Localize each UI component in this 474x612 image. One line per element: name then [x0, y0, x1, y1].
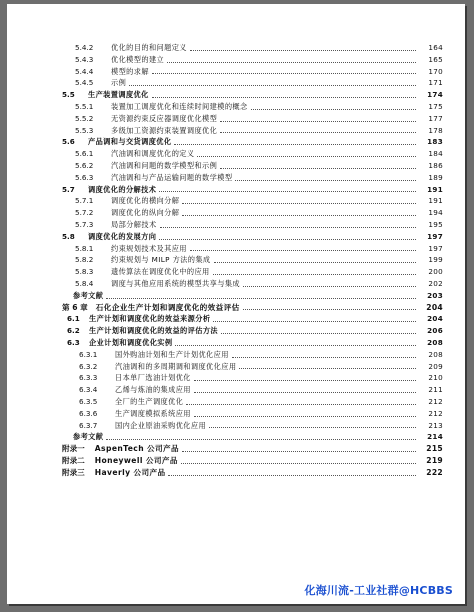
toc-entry-title: 模型的求解 — [111, 66, 149, 76]
toc-entry-title: 国外购油计划和生产计划优化应用 — [115, 349, 229, 359]
dot-leader — [106, 438, 416, 440]
toc-entry-number: 附录三 — [62, 467, 85, 477]
toc-entry-page: 214 — [427, 432, 443, 442]
toc-entry — [7, 396, 465, 408]
dot-leader — [182, 450, 416, 452]
toc-entry — [7, 160, 465, 172]
dot-leader — [243, 308, 416, 310]
toc-entry-page: 199 — [428, 255, 443, 265]
toc-entry-title: Honeywell 公司产品 — [94, 455, 178, 465]
toc-entry-title: AspenTech 公司产品 — [94, 444, 180, 454]
dot-leader — [129, 84, 416, 86]
toc-entry-number: 附录二 — [62, 455, 85, 465]
toc-entry-number: 5.7.3 — [75, 219, 94, 229]
toc-entry-page: 208 — [427, 337, 443, 347]
toc-entry-title: 局部分解技术 — [111, 219, 157, 229]
toc-entry-title: 优化模型的建立 — [111, 54, 165, 64]
toc-entry-title: 生产调度模拟系统应用 — [115, 408, 191, 418]
toc-entry-page: 213 — [428, 420, 443, 430]
toc-entry-page: 194 — [428, 208, 443, 218]
toc-entry — [7, 254, 465, 266]
toc-entry-number: 5.8.2 — [75, 255, 94, 265]
toc-entry — [7, 431, 465, 443]
dot-leader — [174, 143, 416, 145]
toc-entry-title: Haverly 公司产品 — [94, 467, 166, 477]
toc-entry — [7, 172, 465, 184]
watermark: 化海川流-工业社群@HCBBS — [304, 584, 453, 597]
toc-entry-title: 石化企业生产计划和调度优化的效益评估 — [95, 302, 240, 312]
toc-entry — [7, 266, 465, 278]
toc-entry — [7, 361, 465, 373]
toc-entry — [7, 207, 465, 219]
dot-leader — [152, 72, 416, 74]
toc-entry-page: 175 — [428, 101, 443, 111]
toc-entry-number: 6.3.6 — [79, 408, 98, 418]
toc-entry-page: 202 — [428, 278, 443, 288]
toc-entry-number: 6.3 — [67, 337, 80, 347]
toc-entry-page: 212 — [428, 408, 443, 418]
dot-leader — [152, 96, 416, 98]
toc-entry-title: 示例 — [111, 78, 127, 88]
toc-entry-page: 197 — [427, 231, 443, 241]
toc-entry-number: 5.8.1 — [75, 243, 94, 253]
toc-entry-page: 212 — [428, 396, 443, 406]
dot-leader — [221, 332, 416, 334]
toc-entry-number: 5.7 — [62, 184, 75, 194]
toc-entry-title: 无资源约束反应器调度优化模型 — [111, 113, 218, 123]
toc-entry — [7, 219, 465, 231]
toc-entry-title: 乙烯与炼油的集成应用 — [115, 385, 191, 395]
dot-leader — [168, 474, 416, 476]
toc-entry-number: 5.7.2 — [75, 208, 94, 218]
toc-entry-number: 6.3.4 — [79, 385, 98, 395]
toc-entry-page: 208 — [428, 349, 443, 359]
toc-entry-number: 5.5.2 — [75, 113, 94, 123]
toc-entry-number: 6.3.7 — [79, 420, 98, 430]
toc-entry — [7, 231, 465, 243]
toc-entry-number: 5.5.3 — [75, 125, 94, 135]
dot-leader — [220, 131, 416, 133]
toc-entry-page: 206 — [427, 326, 443, 336]
table-of-contents — [7, 42, 465, 478]
dot-leader — [197, 155, 416, 157]
toc-entry-page: 178 — [428, 125, 443, 135]
dot-leader — [181, 462, 416, 464]
toc-entry-page: 177 — [428, 113, 443, 123]
toc-entry-page: 186 — [428, 160, 443, 170]
toc-entry-number: 5.5 — [62, 90, 75, 100]
toc-entry-title: 调度优化的发展方向 — [88, 231, 157, 241]
toc-entry-number: 5.8.3 — [75, 267, 94, 277]
toc-entry — [7, 420, 465, 432]
dot-leader — [190, 49, 416, 51]
toc-entry-number: 5.5.1 — [75, 101, 94, 111]
toc-entry — [7, 443, 465, 455]
dot-leader — [220, 120, 416, 122]
toc-entry — [7, 349, 465, 361]
toc-entry — [7, 408, 465, 420]
toc-entry-page: 174 — [427, 90, 443, 100]
toc-entry-title: 参考文献 — [73, 290, 104, 300]
dot-leader — [251, 108, 416, 110]
toc-entry-page: 184 — [428, 149, 443, 159]
toc-entry-number: 5.6 — [62, 137, 75, 147]
toc-entry-number: 5.4.3 — [75, 54, 94, 64]
toc-entry-title: 遗传算法在调度优化中的应用 — [111, 267, 210, 277]
dot-leader — [194, 415, 416, 417]
toc-entry-title: 产品调和与交货调度优化 — [88, 137, 172, 147]
toc-entry — [7, 290, 465, 302]
toc-entry-page: 219 — [426, 455, 443, 465]
toc-entry-title: 约束规划与 MILP 方法的集成 — [111, 255, 211, 265]
toc-entry-page: 215 — [426, 444, 443, 454]
toc-entry-number: 5.4.4 — [75, 66, 94, 76]
dot-leader — [235, 179, 416, 181]
toc-entry — [7, 77, 465, 89]
toc-entry — [7, 184, 465, 196]
toc-entry-title: 生产计划和调度优化的效益的评估方法 — [89, 326, 218, 336]
toc-entry-title: 调度与其他应用系统的模型共享与集成 — [111, 278, 240, 288]
toc-entry-page: 200 — [428, 267, 443, 277]
toc-entry — [7, 42, 465, 54]
toc-entry-title: 汽油调和的多周期调和调度优化应用 — [115, 361, 237, 371]
toc-entry-number: 附录一 — [62, 444, 85, 454]
toc-entry-number: 5.6.3 — [75, 172, 94, 182]
toc-entry — [7, 195, 465, 207]
dot-leader — [190, 249, 416, 251]
document-page — [7, 4, 465, 604]
toc-entry-number: 6.3.2 — [79, 361, 98, 371]
toc-entry-page: 203 — [427, 290, 443, 300]
toc-entry — [7, 325, 465, 337]
toc-entry — [7, 125, 465, 137]
toc-entry-number: 5.7.1 — [75, 196, 94, 206]
toc-entry — [7, 313, 465, 325]
toc-entry-title: 调度优化的横向分解 — [111, 196, 180, 206]
dot-leader — [159, 190, 416, 192]
toc-entry-number: 6.3.3 — [79, 373, 98, 383]
toc-entry — [7, 136, 465, 148]
toc-entry-page: 191 — [427, 184, 443, 194]
toc-entry — [7, 113, 465, 125]
dot-leader — [232, 356, 416, 358]
toc-entry-number: 5.8.4 — [75, 278, 94, 288]
toc-entry-title: 调度优化的纵向分解 — [111, 208, 180, 218]
toc-entry — [7, 89, 465, 101]
toc-entry-page: 183 — [427, 137, 443, 147]
toc-entry-page: 222 — [426, 467, 443, 477]
toc-entry-number: 5.6.2 — [75, 160, 94, 170]
toc-entry-number: 5.6.1 — [75, 149, 94, 159]
toc-entry-number: 6.1 — [67, 314, 80, 324]
toc-entry-page: 204 — [426, 302, 443, 312]
toc-entry-page: 197 — [428, 243, 443, 253]
toc-entry — [7, 372, 465, 384]
toc-entry-page: 170 — [428, 66, 443, 76]
toc-entry-page: 211 — [428, 385, 443, 395]
toc-entry-number: 5.4.5 — [75, 78, 94, 88]
toc-entry — [7, 455, 465, 467]
dot-leader — [186, 403, 416, 405]
toc-entry-page: 195 — [428, 219, 443, 229]
dot-leader — [220, 167, 416, 169]
toc-entry-title: 优化的目的和问题定义 — [111, 43, 187, 52]
toc-entry-title: 约束规划技术及其应用 — [111, 243, 187, 253]
dot-leader — [243, 285, 416, 287]
toc-entry — [7, 243, 465, 255]
toc-entry — [7, 467, 465, 479]
toc-entry — [7, 148, 465, 160]
toc-entry-page: 191 — [428, 196, 443, 206]
toc-entry-title: 多级加工资源约束装置调度优化 — [111, 125, 218, 135]
toc-entry-title: 汽油调和问题的数学模型和示例 — [111, 160, 218, 170]
dot-leader — [214, 261, 416, 263]
dot-leader — [194, 391, 416, 393]
toc-entry-page: 171 — [428, 78, 443, 88]
dot-leader — [182, 214, 416, 216]
toc-entry-title: 国内企业原油采购优化应用 — [115, 420, 207, 430]
dot-leader — [194, 379, 416, 381]
toc-entry-page: 164 — [428, 43, 443, 52]
toc-entry-title: 装置加工调度优化和连续时间建模的概念 — [111, 101, 248, 111]
toc-entry-page: 189 — [428, 172, 443, 182]
toc-entry-title: 生产计划和调度优化的效益来源分析 — [89, 314, 211, 324]
dot-leader — [159, 238, 416, 240]
dot-leader — [175, 344, 416, 346]
toc-entry-page: 165 — [428, 54, 443, 64]
toc-entry-number: 6.2 — [67, 326, 80, 336]
dot-leader — [209, 426, 416, 428]
toc-entry-number: 第 6 章 — [62, 302, 88, 312]
toc-entry-number: 6.3.5 — [79, 396, 98, 406]
toc-entry-title: 汽油调和调度优化的定义 — [111, 149, 195, 159]
dot-leader — [213, 320, 416, 322]
toc-entry-number: 6.3.1 — [79, 349, 98, 359]
toc-entry — [7, 337, 465, 349]
toc-entry — [7, 302, 465, 314]
dot-leader — [167, 61, 416, 63]
dot-leader — [239, 367, 416, 369]
toc-entry-page: 204 — [427, 314, 443, 324]
toc-entry-page: 210 — [428, 373, 443, 383]
dot-leader — [106, 297, 416, 299]
toc-entry-title: 调度优化的分解技术 — [88, 184, 157, 194]
toc-entry — [7, 384, 465, 396]
toc-entry-title: 全厂的生产调度优化 — [115, 396, 184, 406]
toc-entry-number: 5.8 — [62, 231, 75, 241]
toc-entry — [7, 54, 465, 66]
toc-entry-title: 参考文献 — [73, 432, 104, 442]
toc-entry-title: 日本单厂选油计划优化 — [115, 373, 191, 383]
dot-leader — [160, 226, 416, 228]
toc-entry-page: 209 — [428, 361, 443, 371]
toc-entry-number: 5.4.2 — [75, 43, 94, 52]
toc-entry-title: 汽油调和与产品运输问题的数学模型 — [111, 172, 233, 182]
toc-entry — [7, 101, 465, 113]
toc-entry — [7, 278, 465, 290]
toc-entry-title: 生产装置调度优化 — [88, 90, 149, 100]
toc-entry-title: 企业计划和调度优化实例 — [89, 337, 173, 347]
toc-entry — [7, 66, 465, 78]
dot-leader — [182, 202, 416, 204]
dot-leader — [213, 273, 416, 275]
